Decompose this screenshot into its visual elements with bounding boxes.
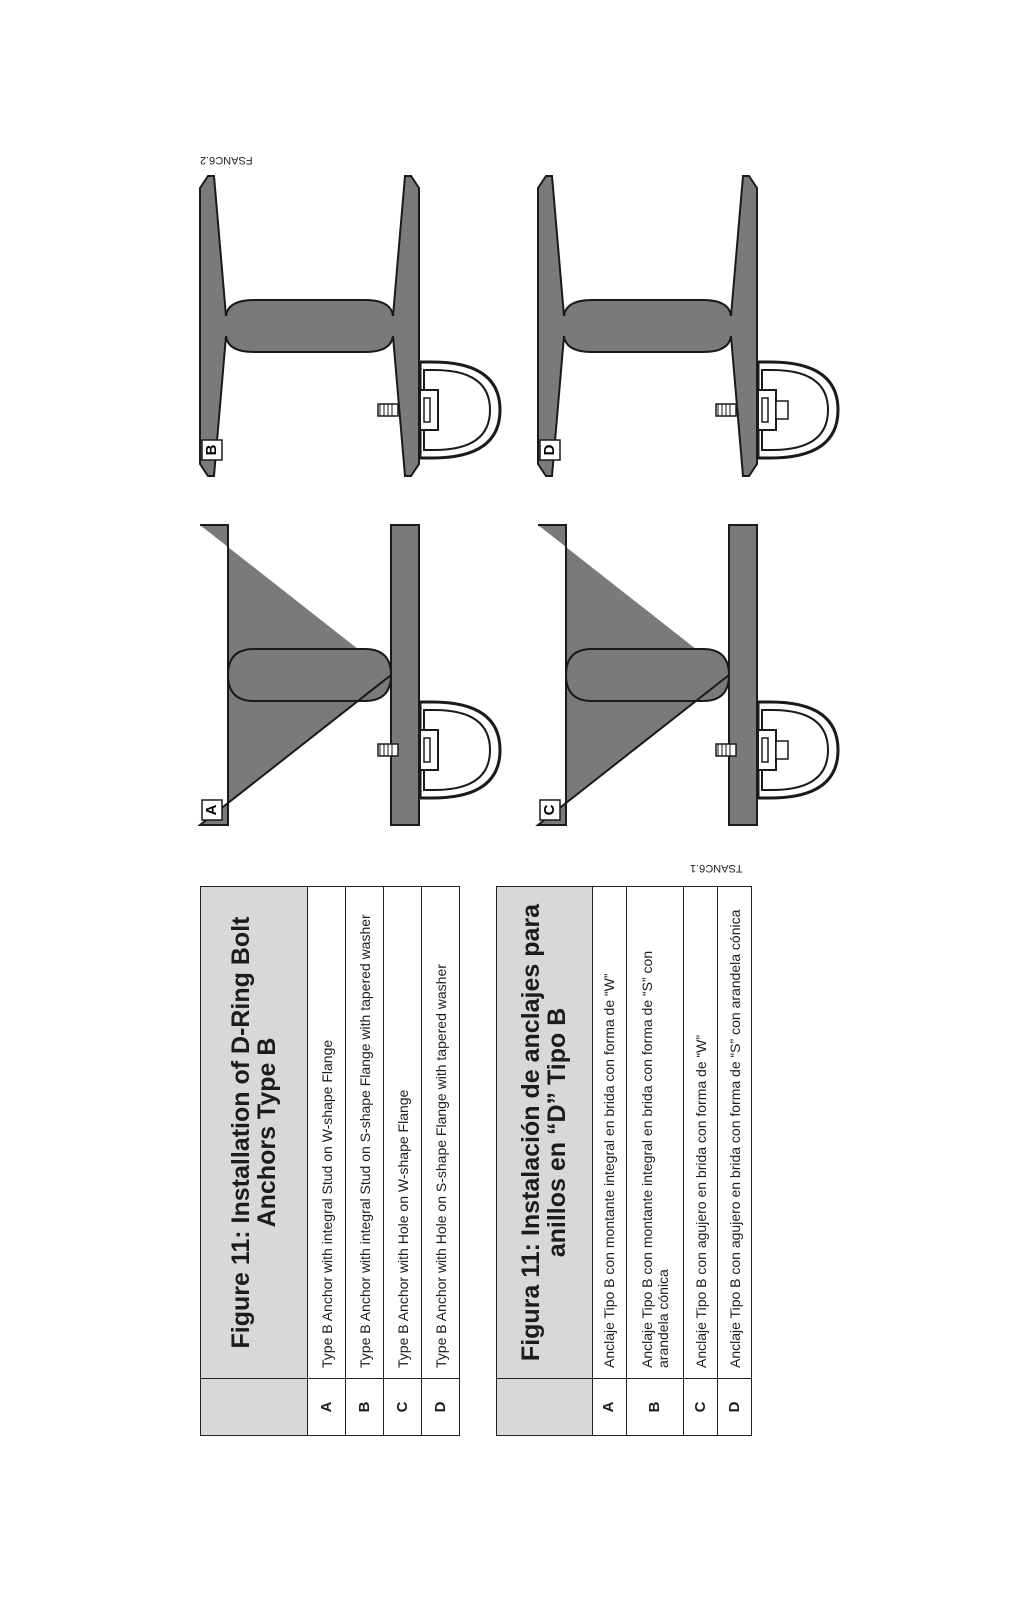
panel-d-label: D <box>540 444 558 456</box>
panel-a-w-beam <box>200 525 419 825</box>
row-text: Anclaje Tipo B con montante integral en brida con forma de “S” con arandela cónica <box>626 887 683 1379</box>
row-text: Type B Anchor with integral Stud on S-shape Flange with tapered washer <box>346 887 384 1379</box>
panel-a-label: A <box>202 804 220 816</box>
row-text: Type B Anchor with integral Stud on W-shape Flange <box>308 887 346 1379</box>
row-key: A <box>592 1379 626 1436</box>
panel-b-label: B <box>202 444 220 456</box>
row-key: A <box>308 1379 346 1436</box>
row-key: C <box>684 1379 718 1436</box>
row-key: C <box>384 1379 422 1436</box>
row-text: Anclaje Tipo B con agujero en brida con forma de “S” con arandela cónica <box>718 887 752 1379</box>
table-title: Figura 11: Instalación de anclajes para anillos en “D” Tipo B <box>497 887 593 1379</box>
row-key: B <box>626 1379 683 1436</box>
table-title: Figure 11: Installation of D-Ring Bolt Anchors Type B <box>201 887 308 1379</box>
panel-c-w-beam <box>538 525 757 825</box>
figure-code-w: TSANC6.1 <box>690 862 743 874</box>
panel-d-s-beam <box>538 176 757 476</box>
figure-code-s: FSANC6.2 <box>200 154 253 166</box>
row-text: Anclaje Tipo B con montante integral en brida con forma de “W” <box>592 887 626 1379</box>
row-key: D <box>422 1379 460 1436</box>
row-text: Anclaje Tipo B con agujero en brida con forma de “W” <box>684 887 718 1379</box>
panel-c-label: C <box>540 804 558 816</box>
row-key: D <box>718 1379 752 1436</box>
row-text: Type B Anchor with Hole on S-shape Flange with tapered washer <box>422 887 460 1379</box>
panel-b-s-beam <box>200 176 419 476</box>
row-key: B <box>346 1379 384 1436</box>
row-text: Type B Anchor with Hole on W-shape Flange <box>384 887 422 1379</box>
